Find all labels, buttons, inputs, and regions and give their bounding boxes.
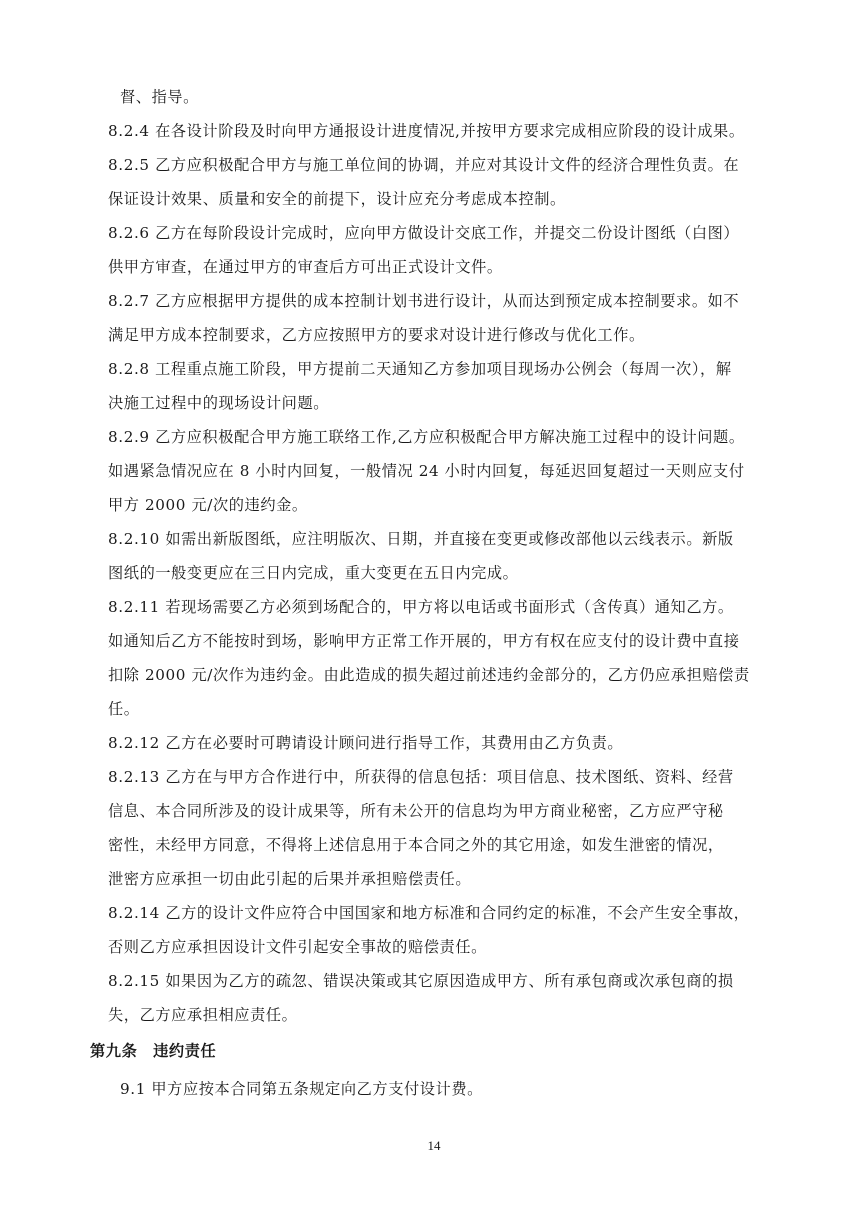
clause-8-2-12: 8.2.12 乙方在必要时可聘请设计顾问进行指导工作，其费用由乙方负责。 (108, 734, 624, 752)
clause-8-2-15: 8.2.15 如果因为乙方的疏忽、错误决策或其它原因造成甲方、所有承包商或次承包商的损 (108, 972, 734, 990)
body-line: 督、指导。 (120, 88, 199, 106)
body-line: 甲方 2000 元/次的违约金。 (108, 496, 308, 514)
body-line: 图纸的一般变更应在三日内完成，重大变更在五日内完成。 (108, 564, 519, 582)
body-line: 决施工过程中的现场设计问题。 (108, 394, 330, 412)
clause-8-2-5: 8.2.5 乙方应积极配合甲方与施工单位间的协调，并应对其设计文件的经济合理性负责。在 (108, 156, 740, 174)
clause-8-2-7: 8.2.7 乙方应根据甲方提供的成本控制计划书进行设计，从而达到预定成本控制要求。如不 (108, 292, 740, 310)
body-line: 泄密方应承担一切由此引起的后果并承担赔偿责任。 (108, 870, 472, 888)
clause-8-2-13: 8.2.13 乙方在与甲方合作进行中，所获得的信息包括：项目信息、技术图纸、资料、经营 (108, 768, 734, 786)
body-line: 失，乙方应承担相应责任。 (108, 1006, 298, 1024)
clause-8-2-6: 8.2.6 乙方在每阶段设计完成时，应向甲方做设计交底工作，并提交二份设计图纸（白图） (108, 224, 740, 242)
body-line: 如通知后乙方不能按时到场，影响甲方正常工作开展的，甲方有权在应支付的设计费中直接 (108, 632, 740, 650)
clause-8-2-8: 8.2.8 工程重点施工阶段，甲方提前二天通知乙方参加项目现场办公例会（每周一次），解 (108, 360, 732, 378)
body-line: 否则乙方应承担因设计文件引起安全事故的赔偿责任。 (108, 938, 487, 956)
clause-8-2-9: 8.2.9 乙方应积极配合甲方施工联络工作,乙方应积极配合甲方解决施工过程中的设计问题。 (108, 428, 745, 446)
body-line: 信息、本合同所涉及的设计成果等，所有未公开的信息均为甲方商业秘密，乙方应严守秘 (108, 802, 724, 820)
body-line: 满足甲方成本控制要求，乙方应按照甲方的要求对设计进行修改与优化工作。 (108, 326, 645, 344)
body-line: 密性，未经甲方同意，不得将上述信息用于本合同之外的其它用途，如发生泄密的情况， (108, 836, 724, 854)
body-line: 扣除 2000 元/次作为违约金。由此造成的损失超过前述违约金部分的，乙方仍应承担赔偿责 (108, 666, 750, 684)
body-line: 保证设计效果、质量和安全的前提下，设计应充分考虑成本控制。 (108, 190, 566, 208)
page-number: 14 (427, 1138, 441, 1153)
body-line: 供甲方审查，在通过甲方的审查后方可出正式设计文件。 (108, 258, 503, 276)
clause-8-2-10: 8.2.10 如需出新版图纸，应注明版次、日期，并直接在变更或修改部他以云线表示。新版 (108, 530, 734, 548)
section-heading: 第九条 违约责任 (90, 1042, 217, 1060)
clause-8-2-11: 8.2.11 若现场需要乙方必须到场配合的，甲方将以电话或书面形式（含传真）通知乙方。 (108, 598, 734, 616)
clause-9-1: 9.1 甲方应按本合同第五条规定向乙方支付设计费。 (120, 1080, 483, 1098)
body-line: 如遇紧急情况应在 8 小时内回复，一般情况 24 小时内回复，每延迟回复超过一天则应支付 (108, 462, 745, 480)
clause-8-2-14: 8.2.14 乙方的设计文件应符合中国国家和地方标准和合同约定的标准，不会产生安全事故， (108, 904, 750, 922)
body-line: 任。 (108, 700, 140, 718)
clause-8-2-4: 8.2.4 在各设计阶段及时向甲方通报设计进度情况,并按甲方要求完成相应阶段的设计成果。 (108, 122, 745, 140)
